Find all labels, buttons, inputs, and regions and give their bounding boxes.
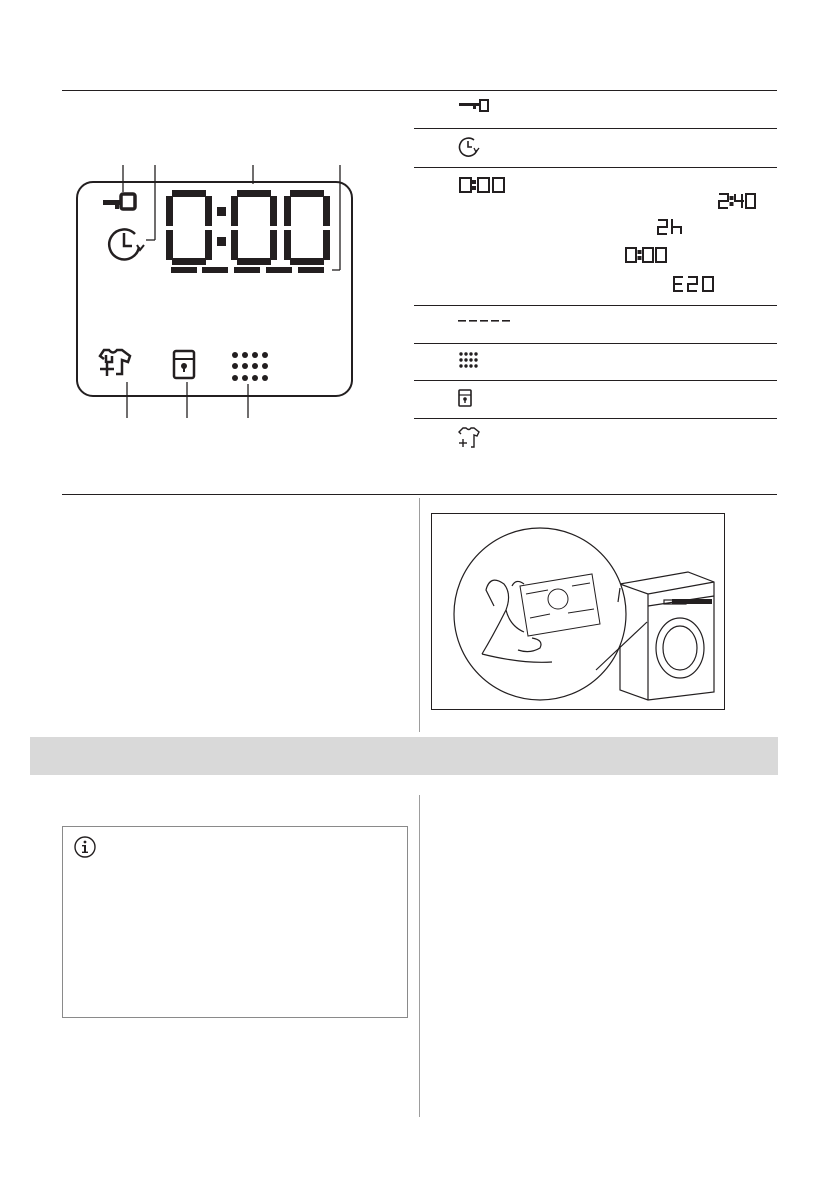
example-e20 [672, 275, 718, 293]
digit-0 [166, 190, 212, 265]
dots-grid-icon [232, 352, 268, 381]
time-display-icon [458, 176, 508, 194]
info-note-box [62, 826, 408, 1018]
table-rule [414, 167, 777, 168]
table-rule [414, 343, 777, 344]
key-icon [103, 194, 135, 209]
colon [217, 207, 226, 246]
example-2h [656, 218, 686, 236]
digit-00 [231, 190, 330, 265]
table-rule [414, 128, 777, 129]
column-divider [419, 498, 420, 732]
key-lock-icon [458, 99, 492, 113]
display-illustration [60, 160, 360, 420]
add-garment-icon [100, 350, 130, 376]
dashes-icon [458, 318, 512, 324]
hand-card-washer-drawing [432, 514, 724, 709]
add-garments-icon [458, 427, 480, 449]
example-240 [717, 192, 757, 210]
top-rule [62, 90, 777, 91]
delay-clock-icon [458, 136, 480, 158]
door-lock-icon [458, 389, 472, 407]
info-icon [73, 835, 97, 859]
clock-icon [109, 229, 144, 259]
section-rule [62, 494, 777, 495]
table-rule [414, 380, 777, 381]
table-rule [414, 305, 777, 306]
table-rule [414, 418, 777, 419]
rating-plate-illustration [431, 513, 725, 710]
door-lock-icon [174, 351, 194, 378]
example-000 [624, 246, 668, 264]
progress-bars [171, 267, 324, 273]
dots-grid-icon [458, 351, 480, 373]
column-divider [419, 795, 420, 1117]
section-heading-banner [30, 737, 778, 775]
display-panel-drawing [60, 160, 360, 420]
